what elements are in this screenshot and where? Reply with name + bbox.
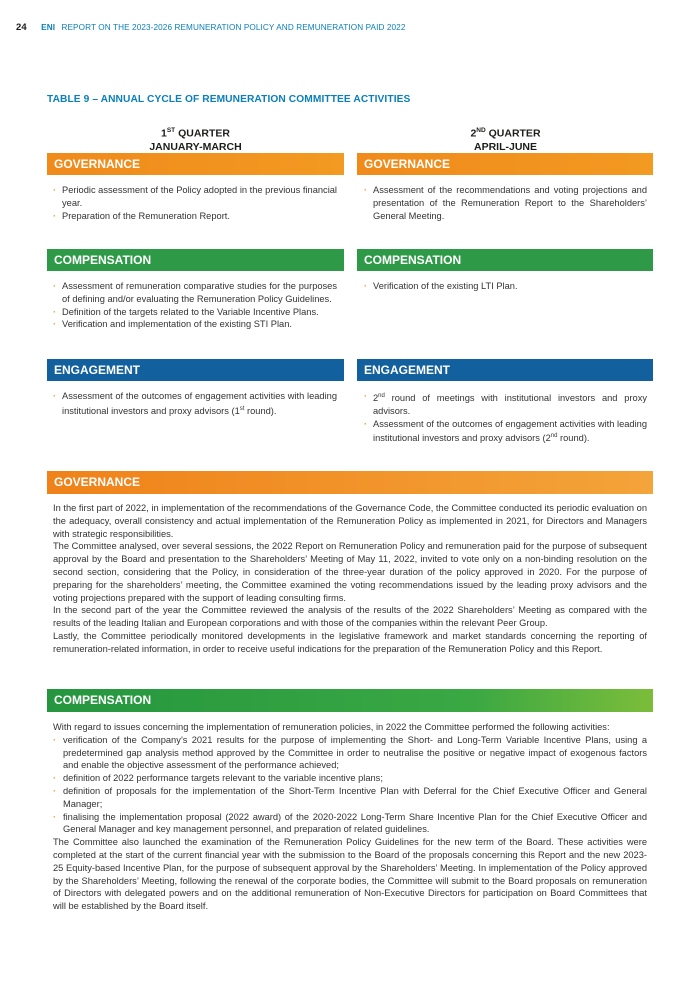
list-item-text: Assessment of the recommendations and voting projections and presentation of the Remuneration Report to the Shareholders’ General Meeting. [373,185,647,221]
list-item-text: 2 [373,393,379,404]
list-item-text: finalising the implementation proposal (2022 award) of the 2020-2022 Long-Term Share Incentive Plan for the Chief Executive Officer and General Manager and key management personnel, and preparation of related guidelines. [63,811,647,835]
list-item: · verification of the Company’s 2021 results for the purpose of implementing the Short- and Long-Term Variable Incentive Plans, using a predetermined gap analysis method approved by the Committee in order to neutralise the positive or negative impact of exogenous factors and enable the objective assessment of the performance achieved; [53,734,647,771]
q1-compensation-bar: COMPENSATION [47,249,344,271]
page-header [16,22,405,33]
list-item-text: round of meetings with institutional investors and proxy advisors. [373,393,647,416]
paragraph: The Committee analysed, over several sessions, the 2022 Report on Remuneration Policy and remuneration paid for the purpose of subsequent approval by the Board and presentation to the Shareholders’ Meeting of May 11, 2022, invited to vote only on a non-binding resolution on the second section, considering that the Policy, in consideration of the three-year duration of the policy approved in 2020. For the purpose of preparing for the shareholders’ meeting, the Committee examined the voting recommendations issued by the leading proxy advisors and the voting projections prepared with the support of leading consulting firms. [53,541,647,603]
ordinal-suffix: nd [550,433,558,440]
q2-compensation-list [364,280,647,293]
list-item-text: Assessment of remuneration comparative studies for the purposes of defining and/or evaluating the Remuneration Policy Guidelines. [62,281,337,304]
paragraph: Lastly, the Committee periodically monitored developments in the legislative framework and market standards concerning the reporting of remuneration-related information, in order to receive useful indications for the preparation of the Remuneration Policy and this Report. [53,630,647,654]
list-item: · definition of proposals for the implementation of the Short-Term Incentive Plan with Deferral for the Chief Executive Officer and General Manager; [53,785,647,809]
list-item-text: Definition of the targets related to the Variable Incentive Plans. [62,306,319,317]
paragraph: The Committee also launched the examination of the Remuneration Policy Guidelines for the new term of the Board. These activities were completed at the start of the current financial year with the submission to the Board of the proposals concerning this Report and the new 2023-25 Equity-based Incentive Plan, for the purpose of subsequent approval by the Shareholders’ Meeting. In implementation of the Policy approved by the Shareholders’ Meeting, following the renewal of the corporate bodies, the Committee will submit to the Board proposals on remuneration of Directors with delegated powers and on the additional remuneration of Non-Executive Directors for participation on Board Committees that will be established by the Board itself. [53,837,647,912]
list-item: · Assessment of remuneration comparative studies for the purposes of defining and/or evaluating the Remuneration Policy Guidelines. [53,281,337,304]
list-item: · Periodic assessment of the Policy adopted in the previous financial year. [53,185,337,208]
paragraph: In the first part of 2022, in implementation of the recommendations of the Governance Code, the Committee conducted its periodic evaluation on the adequacy, overall consistency and actual implementation of the Remuneration Policy as implemented in 2021, for Directors and Managers with strategic responsibilities. [53,503,647,539]
q1-governance-list [53,184,337,222]
quarter-suffix: ST [166,127,176,134]
report-title: REPORT ON THE 2023-2026 REMUNERATION POLICY AND REMUNERATION PAID 2022 [61,23,406,32]
page-number: 24 [16,22,27,33]
list-item-text: definition of 2022 performance targets relevant to the variable incentive plans; [63,773,383,784]
q1-governance-bar: GOVERNANCE [47,153,344,175]
list-item-text: round). [557,433,590,444]
ordinal-suffix: nd [378,393,385,399]
list-item: · Verification of the existing LTI Plan. [364,281,518,291]
compensation-section-text [53,721,647,913]
list-item: · finalising the implementation proposal (2022 award) of the 2020-2022 Long-Term Share Incentive Plan for the Chief Executive Officer and General Manager and key management personnel, and preparation of related guidelines. [53,811,647,835]
list-item-text: Periodic assessment of the Policy adopted in the previous financial year. [62,185,337,208]
q2-governance-bar: GOVERNANCE [357,153,653,175]
list-item-text: round). [244,405,277,416]
q1-compensation-list [53,280,337,331]
quarter-months: JANUARY-MARCH [149,140,242,153]
quarter-months: APRIL-JUNE [473,140,537,153]
list-item: · definition of 2022 performance targets relevant to the variable incentive plans; [53,773,383,784]
quarter-suffix: ND [476,127,486,134]
quarter-word: QUARTER [175,127,230,140]
q2-governance-list [364,184,647,222]
list-item-text: Assessment of the outcomes of engagement activities with leading institutional investors and proxy advisors (2 [373,418,647,444]
table-title: TABLE 9 – ANNUAL CYCLE OF REMUNERATION COMMITTEE ACTIVITIES [47,94,411,105]
q1-engagement-list [53,390,337,418]
governance-section-text [53,502,647,656]
quarter-number: 2 [470,127,477,140]
list-item-text: Verification and implementation of the existing STI Plan. [62,319,292,330]
ordinal-suffix: st [239,405,245,412]
list-item: · Assessment of the recommendations and voting projections and presentation of the Remuneration Report to the Shareholders’ General Meeting. [364,185,647,221]
brand-name: ENI [41,23,56,32]
list-item: · 2nd round of meetings with institutional investors and proxy advisors. [364,391,647,416]
quarter-number: 1 [161,127,167,140]
q2-compensation-bar: COMPENSATION [357,249,653,271]
list-item-text: definition of proposals for the implementation of the Short-Term Incentive Plan with Deferral for the Chief Executive Officer and General Manager; [63,785,647,809]
list-item: · Definition of the targets related to the Variable Incentive Plans. [53,306,319,317]
list-item: · Assessment of the outcomes of engagement activities with leading institutional investors and proxy advisors (1st round). [53,391,337,416]
compensation-section-bar: COMPENSATION [47,689,653,712]
list-item: · Preparation of the Remuneration Report. [53,210,230,221]
governance-section-bar: GOVERNANCE [47,471,653,494]
list-item-text: Assessment of the outcomes of engagement activities with leading institutional investors and proxy advisors (1 [62,391,337,416]
list-item-text: Preparation of the Remuneration Report. [62,210,230,221]
q2-engagement-bar: ENGAGEMENT [357,359,653,381]
list-item-text: Verification of the existing LTI Plan. [373,281,518,291]
quarter-heading-q1 [47,124,344,154]
list-item-text: verification of the Company’s 2021 results for the purpose of implementing the Short- and Long-Term Variable Incentive Plans, using a predetermined gap analysis method approved by the Committee in order to neutralise the positive or negative impact of exogenous factors and enable the objective assessment of the performance achieved; [63,734,647,771]
q1-engagement-bar: ENGAGEMENT [47,359,344,381]
list-item: · Verification and implementation of the existing STI Plan. [53,319,292,330]
paragraph: With regard to issues concerning the implementation of remuneration policies, in 2022 the Committee performed the following activities: [53,722,610,732]
quarter-word: QUARTER [485,127,541,140]
paragraph: In the second part of the year the Committee reviewed the analysis of the results of the 2022 Shareholders’ Meeting as compared with the results of the leading Italian and European corporations and with those of the companies within the relevant Peer Group. [53,605,647,629]
compensation-activities-list [53,734,647,836]
quarter-heading-q2 [357,124,654,154]
list-item: · Assessment of the outcomes of engagement activities with leading institutional investors and proxy advisors (2nd round). [364,418,647,444]
q2-engagement-list [364,390,647,445]
